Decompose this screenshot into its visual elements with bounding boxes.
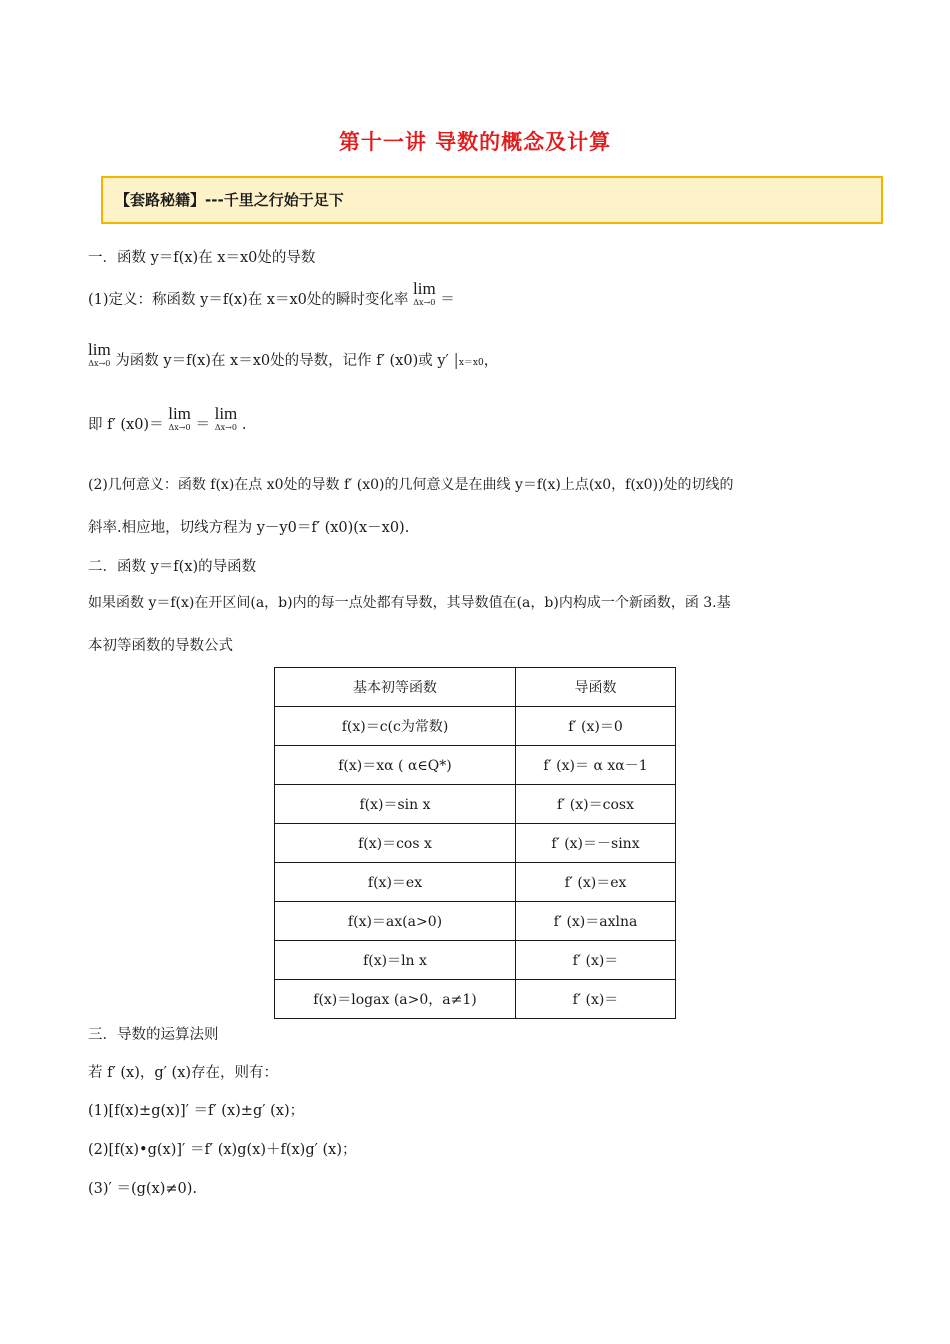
limit-equation-line <box>88 404 247 439</box>
table-row <box>275 746 676 785</box>
table-row <box>275 707 676 746</box>
equation-end: . <box>241 417 247 433</box>
table-header-row <box>275 668 676 707</box>
table-cell-derivative: f′ (x)＝0 <box>516 707 676 746</box>
page-title: 第十一讲 导数的概念及计算 <box>338 130 612 154</box>
rule-product: (2)[f(x)•g(x)]′ ＝f′ (x)g(x)＋f(x)g′ (x)； <box>88 1142 357 1158</box>
banner-subtitle: ---千里之行始于足下 <box>205 191 344 209</box>
table-cell-function: f(x)＝ln x <box>275 941 516 980</box>
section2-line-1: 如果函数 y＝f(x)在开区间(a，b)内的每一点处都有导数，其导数值在(a，b)内构成一个新函数，函 3.基 <box>88 595 731 611</box>
definition-prefix: (1)定义：称函数 y＝f(x)在 x＝x0处的瞬时变化率 <box>88 292 409 308</box>
rule-quotient: (3)′ ＝(g(x)≠0). <box>88 1181 198 1197</box>
table-cell-function: f(x)＝c(c为常数) <box>275 707 516 746</box>
rule-sum: (1)[f(x)±g(x)]′ ＝f′ (x)±g′ (x)； <box>88 1103 305 1119</box>
table-cell-derivative: f′ (x)＝ α xα－1 <box>516 746 676 785</box>
table-cell-function: f(x)＝xα ( α∈Q*) <box>275 746 516 785</box>
limit-subscript-4: Δx→0 <box>214 423 237 432</box>
section-banner <box>101 176 883 224</box>
definition-suffix: ＝ <box>440 292 455 308</box>
limit-symbol-2 <box>88 341 111 369</box>
notation-text: 为函数 y＝f(x)在 x＝x0处的导数，记作 f′ (x0)或 y′ <box>115 353 449 369</box>
table-row <box>275 980 676 1019</box>
table-cell-derivative: f′ (x)＝－sinx <box>516 824 676 863</box>
section1-heading: 一．函数 y＝f(x)在 x＝x0处的导数 <box>88 250 316 266</box>
table-cell-function: f(x)＝ex <box>275 863 516 902</box>
equation-mid: ＝ <box>195 417 210 433</box>
table-header-derivative: 导函数 <box>516 668 676 707</box>
table-cell-function: f(x)＝cos x <box>275 824 516 863</box>
section3-intro: 若 f′ (x)，g′ (x)存在，则有： <box>88 1065 279 1081</box>
geometric-meaning-line-2: 斜率.相应地，切线方程为 y－y0＝f′ (x0)(x－x0). <box>88 520 410 536</box>
evaluation-bar: | <box>453 350 459 369</box>
table-cell-function: f(x)＝sin x <box>275 785 516 824</box>
limit-symbol <box>413 280 436 308</box>
limit-label-3: lim <box>168 404 191 423</box>
derivative-formula-table <box>274 667 676 1019</box>
section2-line-2: 本初等函数的导数公式 <box>88 638 233 654</box>
limit-label-4: lim <box>214 404 238 423</box>
table-row <box>275 863 676 902</box>
table-header-function: 基本初等函数 <box>275 668 516 707</box>
table-cell-function: f(x)＝ax(a>0) <box>275 902 516 941</box>
evaluation-subscript: x＝x0 <box>458 358 484 368</box>
limit-subscript-3: Δx→0 <box>168 423 191 432</box>
table-row <box>275 824 676 863</box>
section2-heading: 二．函数 y＝f(x)的导函数 <box>88 559 257 575</box>
derivative-notation-line <box>88 340 499 375</box>
table-cell-derivative: f′ (x)＝ <box>516 980 676 1019</box>
notation-end: ， <box>483 353 499 369</box>
limit-label: lim <box>413 279 436 298</box>
banner-text <box>115 189 344 210</box>
limit-symbol-4 <box>215 405 238 433</box>
limit-subscript: Δx→0 <box>413 298 436 307</box>
table-cell-derivative: f′ (x)＝ex <box>516 863 676 902</box>
definition-line <box>88 279 455 314</box>
table-cell-function: f(x)＝logax (a>0，a≠1) <box>275 980 516 1019</box>
table-row <box>275 902 676 941</box>
limit-symbol-3 <box>168 405 191 433</box>
limit-subscript-2: Δx→0 <box>88 359 111 368</box>
table-cell-derivative: f′ (x)＝ <box>516 941 676 980</box>
equation-prefix: 即 f′ (x0)＝ <box>88 417 164 433</box>
limit-label-2: lim <box>88 340 111 359</box>
geometric-meaning-line-1: (2)几何意义：函数 f(x)在点 x0处的导数 f′ (x0)的几何意义是在曲线 y＝f(x)上点(x0，f(x0))处的切线的 <box>88 477 734 493</box>
table-row <box>275 941 676 980</box>
table-cell-derivative: f′ (x)＝cosx <box>516 785 676 824</box>
banner-label: 【套路秘籍】 <box>115 191 206 209</box>
table-row <box>275 785 676 824</box>
section3-heading: 三．导数的运算法则 <box>88 1027 219 1043</box>
table-cell-derivative: f′ (x)＝axlna <box>516 902 676 941</box>
